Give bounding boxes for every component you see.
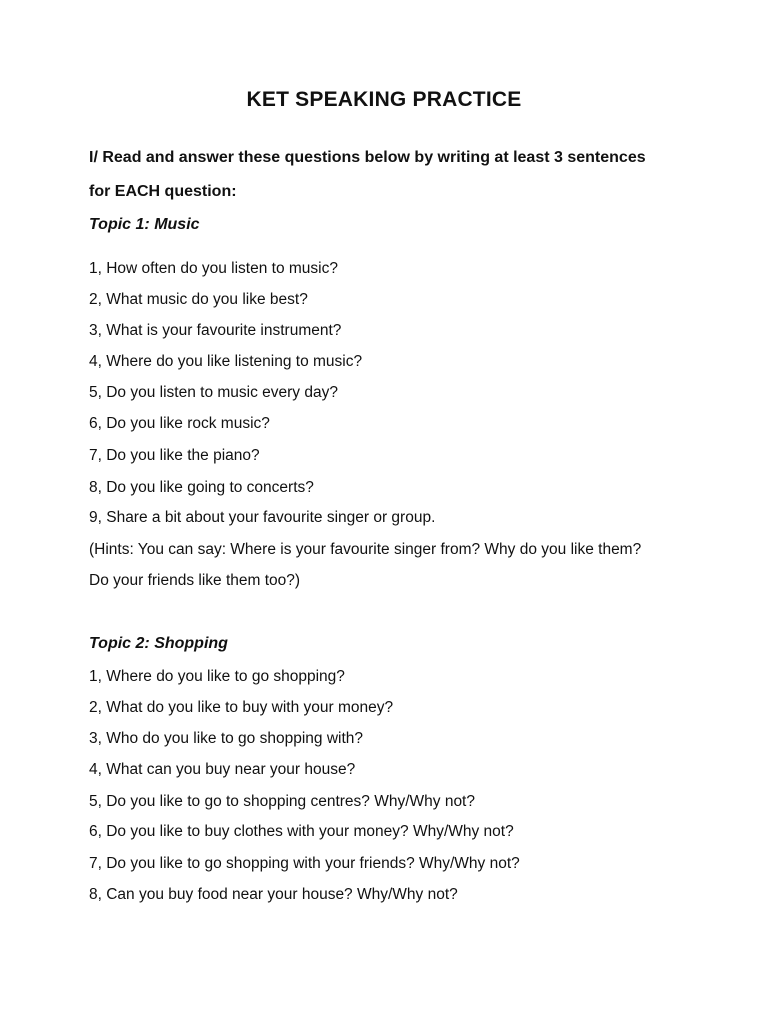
topic-1-question-4: 4, Where do you like listening to music? <box>89 353 363 370</box>
topic-1-question-5: 5, Do you listen to music every day? <box>89 384 338 401</box>
topic-1-question-8: 8, Do you like going to concerts? <box>89 479 314 496</box>
topic-2-question-5: 5, Do you like to go to shopping centres? Why/Why not? <box>89 793 475 810</box>
topic-2-question-2: 2, What do you like to buy with your money? <box>89 699 394 716</box>
topic-1-question-3: 3, What is your favourite instrument? <box>89 322 342 339</box>
topic-2-question-6: 6, Do you like to buy clothes with your money? Why/Why not? <box>89 823 514 840</box>
topic-1-question-2: 2, What music do you like best? <box>89 291 308 308</box>
topic-1-heading: Topic 1: Music <box>89 216 200 233</box>
topic-1-question-1: 1, How often do you listen to music? <box>89 260 338 277</box>
topic-2-question-7: 7, Do you like to go shopping with your friends? Why/Why not? <box>89 855 520 872</box>
topic-1-question-7: 7, Do you like the piano? <box>89 447 260 464</box>
instruction-line-2: for EACH question: <box>89 183 237 200</box>
topic-1-question-9: 9, Share a bit about your favourite singer or group. <box>89 509 436 526</box>
topic-2-question-1: 1, Where do you like to go shopping? <box>89 668 345 685</box>
topic-2-question-4: 4, What can you buy near your house? <box>89 761 356 778</box>
page-title: KET SPEAKING PRACTICE <box>246 88 522 111</box>
topic-2-question-8: 8, Can you buy food near your house? Why/Why not? <box>89 886 458 903</box>
topic-2-heading: Topic 2: Shopping <box>89 635 228 652</box>
topic-1-question-6: 6, Do you like rock music? <box>89 415 270 432</box>
topic-2-question-3: 3, Who do you like to go shopping with? <box>89 730 364 747</box>
instruction-line-1: I/ Read and answer these questions below by writing at least 3 sentences <box>89 149 646 166</box>
topic-1-hint-line-2: Do your friends like them too?) <box>89 572 301 589</box>
topic-1-hint-line-1: (Hints: You can say: Where is your favourite singer from? Why do you like them? <box>89 541 642 558</box>
